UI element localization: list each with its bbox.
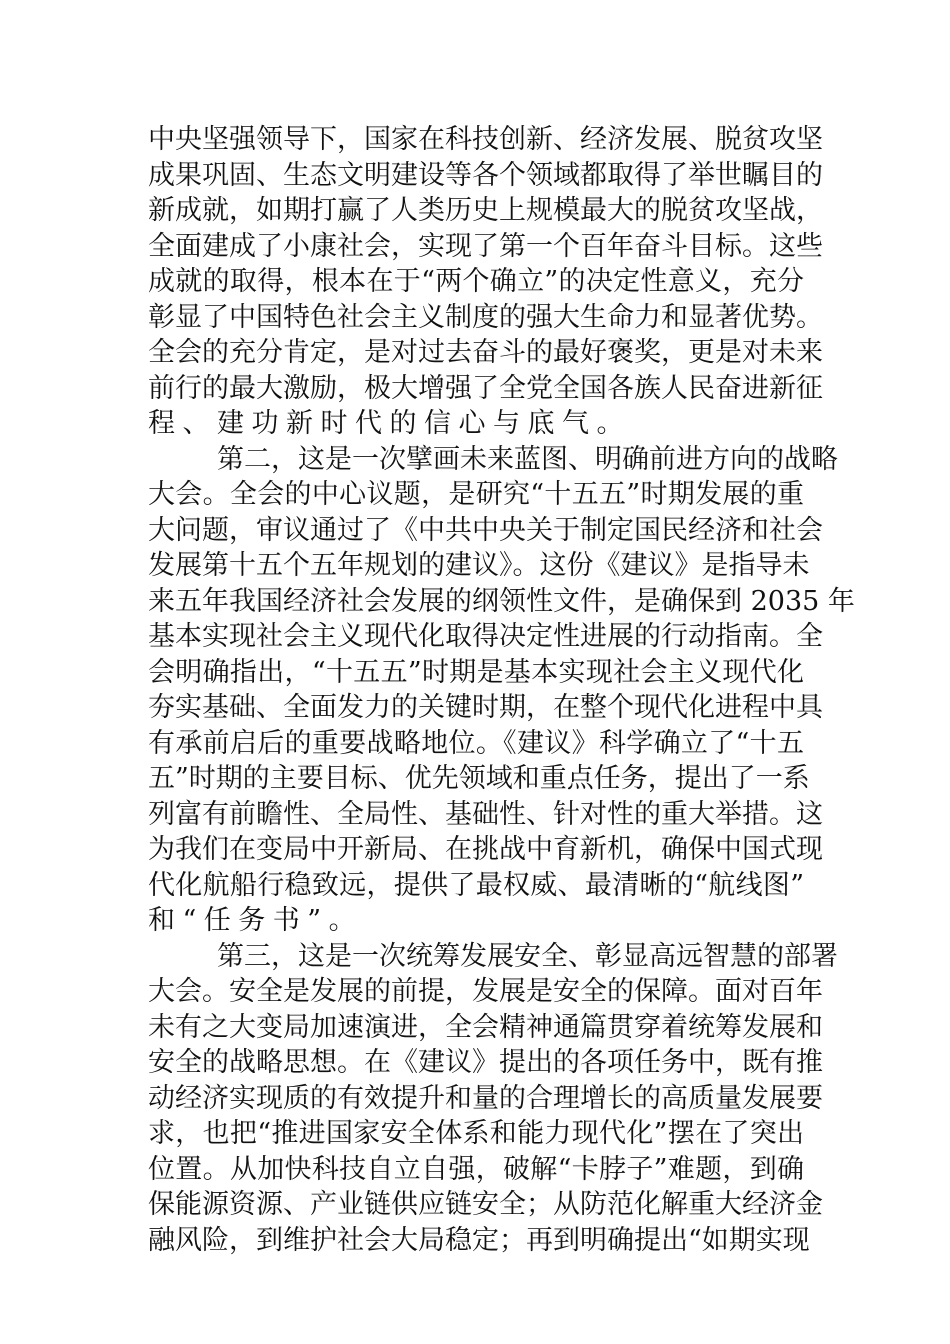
text-line: 代化航船行稳致远，提供了最权威、最清晰的“航线图”: [148, 869, 804, 901]
text-line: 会明确指出，“十五五”时期是基本实现社会主义现代化: [148, 656, 804, 688]
text-line: 求，也把“推进国家安全体系和能力现代化”摆在了突出: [148, 1118, 804, 1149]
document-page: [148, 122, 855, 1258]
text-line: 有承前启后的重要战略地位。《建议》科学确立了“十五: [148, 727, 804, 759]
text-line: 位置。从加快科技自立自强，破解“卡脖子”难题，到确: [148, 1153, 804, 1185]
text-line: 融风险，到维护社会大局稳定；再到明确提出“如期实现: [148, 1224, 810, 1256]
text-line: 第三，这是一次统筹发展安全、彰显高远智慧的部署: [217, 940, 838, 972]
text-line: 为我们在变局中开新局、在挑战中育新机，确保中国式现: [148, 834, 823, 865]
paragraph: [148, 122, 823, 442]
paragraph: [148, 939, 838, 1259]
text-line: 全面建成了小康社会，实现了第一个百年奋斗目标。这些: [148, 230, 823, 262]
text-line: 和“任务书”。: [148, 905, 364, 936]
text-line: 五”时期的主要目标、优先领域和重点任务，提出了一系: [148, 763, 810, 794]
text-line: 安全的战略思想。在《建议》提出的各项任务中，既有推: [148, 1047, 823, 1078]
paragraph: [148, 442, 855, 939]
text-line: 大问题，审议通过了《中共中央关于制定国民经济和社会: [148, 514, 823, 546]
text-line: 新成就，如期打赢了人类历史上规模最大的脱贫攻坚战，: [148, 195, 823, 226]
text-line: 基本实现社会主义现代化取得决定性进展的行动指南。全: [148, 621, 823, 652]
text-line: 动经济实现质的有效提升和量的合理增长的高质量发展要: [148, 1082, 823, 1114]
text-line: 未有之大变局加速演进，全会精神通篇贯穿着统筹发展和: [148, 1011, 823, 1043]
text-line: 列富有前瞻性、全局性、基础性、针对性的重大举措。这: [148, 798, 823, 830]
text-line: 程、建功新时代的信心与底气。: [148, 408, 631, 439]
text-line: 中央坚强领导下，国家在科技创新、经济发展、脱贫攻坚: [148, 124, 823, 155]
text-line: 保能源资源、产业链供应链安全；从防范化解重大经济金: [148, 1189, 823, 1220]
text-line: 大会。安全是发展的前提，发展是安全的保障。面对百年: [148, 976, 823, 1007]
text-line: 成就的取得，根本在于“两个确立”的决定性意义，充分: [148, 266, 804, 297]
text-line: 大会。全会的中心议题，是研究“十五五”时期发展的重: [148, 479, 804, 510]
text-line: 来五年我国经济社会发展的纲领性文件，是确保到 2035 年: [148, 585, 855, 617]
text-line: 发展第十五个五年规划的建议》。这份《建议》是指导未: [148, 550, 810, 581]
text-line: 夯实基础、全面发力的关键时期，在整个现代化进程中具: [148, 692, 823, 723]
text-line: 第二，这是一次擘画未来蓝图、明确前进方向的战略: [217, 443, 838, 475]
text-line: 彰显了中国特色社会主义制度的强大生命力和显著优势。: [148, 301, 823, 333]
text-line: 成果巩固、生态文明建设等各个领域都取得了举世瞩目的: [148, 159, 823, 191]
text-line: 前行的最大激励，极大增强了全党全国各族人民奋进新征: [148, 372, 823, 404]
text-line: 全会的充分肯定，是对过去奋斗的最好褒奖，更是对未来: [148, 337, 823, 368]
